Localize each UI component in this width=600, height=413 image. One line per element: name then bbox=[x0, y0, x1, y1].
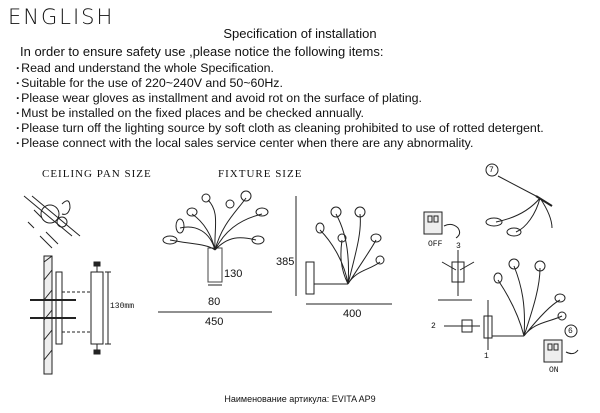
side-height-label: 385 bbox=[276, 256, 295, 268]
step-1-label: 1 bbox=[484, 352, 489, 361]
ceiling-pan-heading: CEILING PAN SIZE bbox=[42, 168, 152, 180]
fixture-side-diagram bbox=[296, 196, 392, 304]
fixture-size-heading: FIXTURE SIZE bbox=[218, 168, 303, 180]
list-item: · Must be installed on the fixed places and be checked annually. bbox=[16, 106, 544, 121]
fixture-front-diagram bbox=[158, 191, 272, 312]
switch-off-label: OFF bbox=[428, 240, 443, 249]
front-width-label: 450 bbox=[205, 316, 224, 328]
list-item: · Read and understand the whole Specification. bbox=[16, 61, 544, 76]
intro-text: In order to ensure safety use ,please notice the following items: bbox=[20, 44, 384, 59]
base-height-label: 130 bbox=[224, 268, 243, 280]
spec-title: Specification of installation bbox=[223, 26, 377, 41]
step-3-label: 3 bbox=[456, 242, 461, 251]
side-depth-label: 400 bbox=[343, 308, 362, 320]
step-7-label: 7 bbox=[489, 166, 494, 175]
assembly-steps-diagram bbox=[424, 164, 578, 362]
list-item: · Please wear gloves as installment and avoid rot on the surface of plating. bbox=[16, 91, 544, 106]
step-6-label: 6 bbox=[568, 327, 573, 336]
article-name: Наименование артикула: EVITA AP9 bbox=[224, 394, 376, 404]
list-item: · Please connect with the local sales service center when there are any abnormality. bbox=[16, 136, 544, 151]
list-item: · Please turn off the lighting source by soft cloth as cleaning prohibited to use of rotted detergent. bbox=[16, 121, 544, 136]
fixing-detail-diagram bbox=[24, 196, 80, 248]
switch-on-label: ON bbox=[549, 366, 559, 375]
language-label: ENGLISH bbox=[8, 5, 115, 29]
list-item: · Suitable for the use of 220~240V and 50~60Hz. bbox=[16, 76, 544, 91]
base-width-label: 80 bbox=[208, 296, 221, 308]
step-2-label: 2 bbox=[431, 322, 436, 331]
pan-height-label: 130mm bbox=[110, 302, 135, 311]
wall-mount-diagram bbox=[30, 256, 111, 374]
